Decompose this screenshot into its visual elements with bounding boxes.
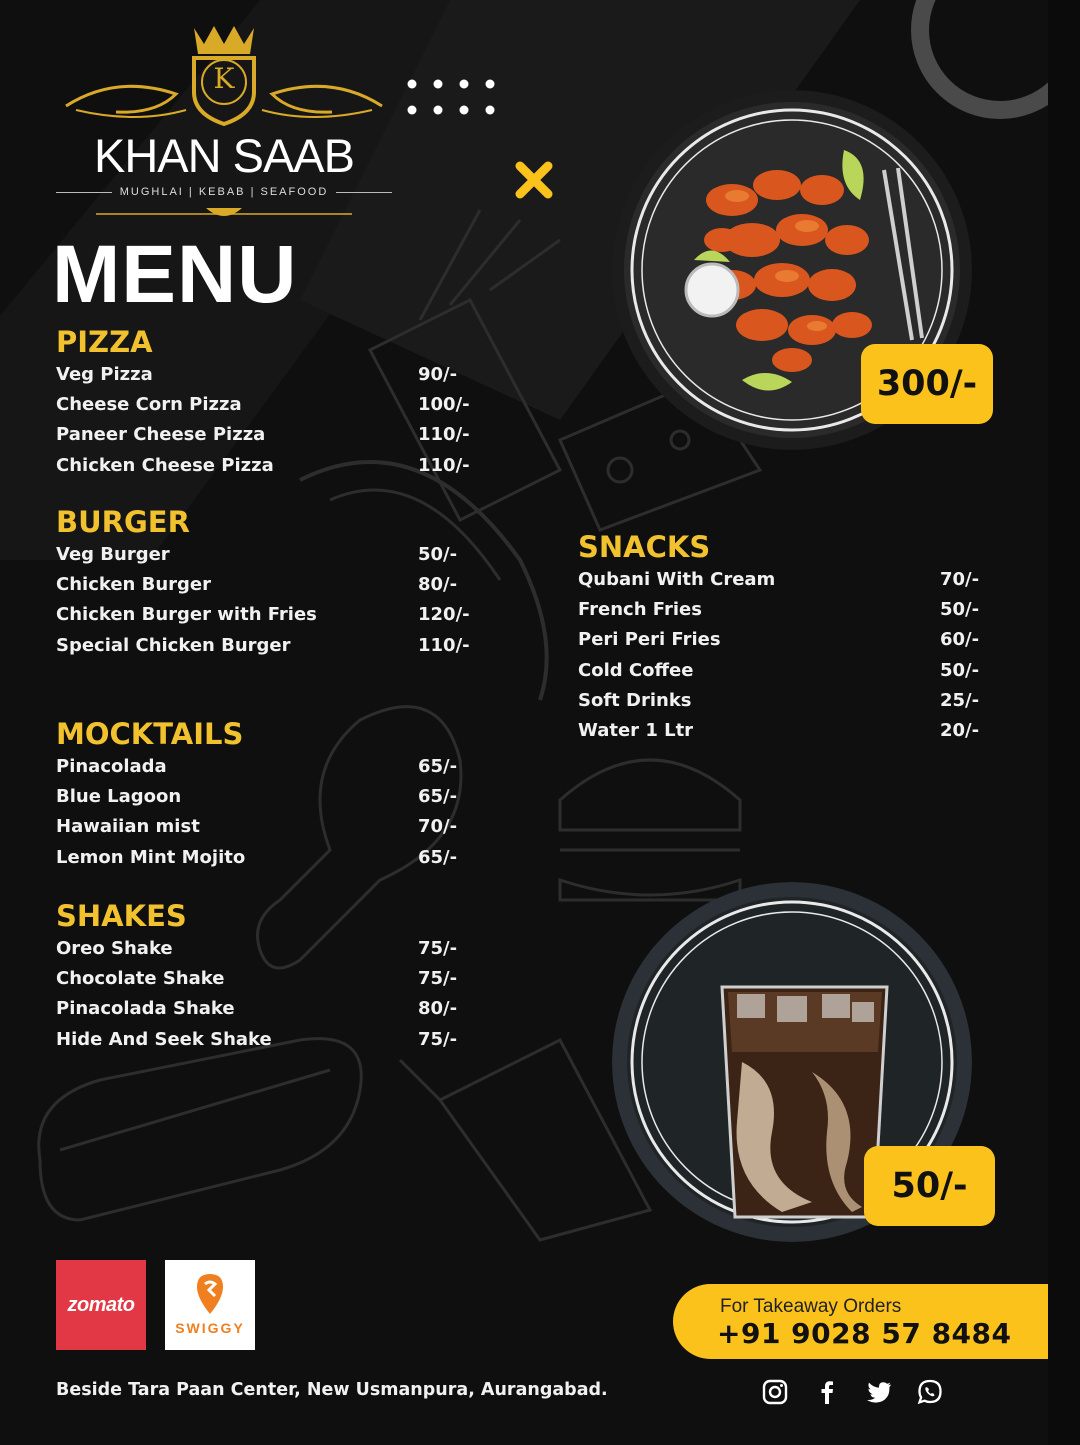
item-name: Oreo Shake: [56, 938, 173, 959]
item-name: Pinacolada Shake: [56, 998, 235, 1020]
section-title: PIZZA: [56, 325, 153, 359]
item-name: French Fries: [578, 599, 702, 621]
item-price: 50/-: [940, 599, 980, 621]
item-name: Chicken Burger: [56, 574, 212, 596]
item-price: 60/-: [940, 629, 980, 651]
section-title: SNACKS: [578, 530, 711, 564]
menu-item: [578, 656, 998, 686]
tagline-text: MUGHLAI | KEBAB | SEAFOOD: [119, 186, 329, 198]
takeaway-label: For Takeaway Orders: [720, 1296, 902, 1317]
item-name: Paneer Cheese Pizza: [56, 424, 266, 446]
menu-item: [578, 716, 998, 746]
swiggy-logo-icon: [195, 1272, 225, 1316]
brand-name: KHAN SAAB: [93, 129, 355, 182]
item-price: 120/-: [418, 604, 470, 626]
section-title: BURGER: [56, 505, 190, 539]
item-name: Veg Burger: [56, 544, 170, 565]
item-price: 80/-: [418, 998, 458, 1020]
item-price: 65/-: [418, 786, 458, 808]
logo-monogram: K: [213, 62, 235, 95]
brand-tagline: [56, 184, 392, 200]
item-name: Water 1 Ltr: [578, 719, 694, 741]
item-price: 70/-: [940, 569, 980, 590]
menu-item: [56, 420, 496, 450]
swiggy-badge[interactable]: [165, 1260, 255, 1350]
item-price: 110/-: [418, 454, 470, 476]
swiggy-logo-text: SWIGGY: [175, 1320, 245, 1336]
section-pizza: [56, 324, 496, 481]
item-name: Lemon Mint Mojito: [56, 846, 246, 868]
item-price: 70/-: [418, 816, 458, 838]
section-mocktails: [56, 716, 496, 873]
instagram-icon[interactable]: [761, 1378, 789, 1406]
zomato-badge[interactable]: [56, 1260, 146, 1350]
twitter-icon[interactable]: [865, 1378, 893, 1406]
item-name: Qubani With Cream: [578, 569, 776, 590]
item-name: Special Chicken Burger: [56, 634, 291, 656]
dots-decoration: [404, 76, 500, 120]
menu-item: [56, 934, 496, 964]
section-snacks: [578, 529, 998, 746]
menu-item: [56, 843, 496, 873]
item-price: 65/-: [418, 846, 458, 868]
item-price: 75/-: [418, 968, 458, 990]
menu-title: MENU: [52, 229, 298, 320]
takeaway-phone[interactable]: +91 9028 57 8484: [717, 1317, 1012, 1350]
item-price: 75/-: [418, 938, 458, 959]
address: Beside Tara Paan Center, New Usmanpura, Aurangabad.: [56, 1380, 608, 1400]
zomato-logo-text: zomato: [67, 1293, 135, 1316]
menu-item: [578, 686, 998, 716]
item-name: Hawaiian mist: [56, 816, 200, 838]
item-name: Chocolate Shake: [56, 968, 225, 990]
item-name: Chicken Burger with Fries: [56, 604, 317, 626]
tagline-rule-right: [336, 192, 392, 193]
menu-item: [56, 600, 496, 630]
menu-item: [56, 964, 496, 994]
item-name: Soft Drinks: [578, 689, 692, 711]
item-price: 100/-: [418, 394, 470, 416]
menu-item: [56, 782, 496, 812]
tagline-rule-left: [56, 192, 112, 193]
menu-item: [56, 1025, 496, 1055]
item-price: 20/-: [940, 719, 980, 741]
menu-item: [578, 595, 998, 625]
item-name: Chicken Cheese Pizza: [56, 454, 274, 476]
menu-item: [56, 390, 496, 420]
menu-item: [56, 360, 496, 390]
menu-item: [56, 570, 496, 600]
item-price: 80/-: [418, 574, 458, 596]
menu-item: [56, 812, 496, 842]
shrimp-price-tag: 300/-: [861, 344, 993, 424]
menu-item: [56, 631, 496, 661]
item-price: 75/-: [418, 1028, 458, 1050]
item-name: Pinacolada: [56, 756, 167, 777]
item-name: Veg Pizza: [56, 364, 153, 385]
takeaway-banner: [673, 1284, 1048, 1359]
menu-item: [578, 625, 998, 655]
coffee-price-tag: 50/-: [864, 1146, 995, 1226]
menu-item: [578, 565, 998, 595]
menu-item: [56, 994, 496, 1024]
item-price: 50/-: [940, 659, 980, 681]
item-price: 25/-: [940, 689, 980, 711]
whatsapp-icon[interactable]: [916, 1378, 944, 1406]
item-name: Cheese Corn Pizza: [56, 394, 242, 416]
cross-decoration-icon: [512, 158, 556, 202]
facebook-icon[interactable]: [813, 1378, 841, 1406]
menu-item: [56, 540, 496, 570]
item-price: 90/-: [418, 364, 458, 385]
item-price: 65/-: [418, 756, 458, 777]
section-shakes: [56, 898, 496, 1055]
item-name: Hide And Seek Shake: [56, 1028, 272, 1050]
item-price: 50/-: [418, 544, 458, 565]
section-title: SHAKES: [56, 899, 187, 933]
item-price: 110/-: [418, 634, 470, 656]
item-name: Cold Coffee: [578, 659, 694, 681]
menu-item: [56, 451, 496, 481]
item-name: Blue Lagoon: [56, 786, 182, 808]
menu-item: [56, 752, 496, 782]
item-price: 110/-: [418, 424, 470, 446]
section-burger: [56, 504, 496, 661]
section-title: MOCKTAILS: [56, 717, 244, 751]
item-name: Peri Peri Fries: [578, 629, 721, 651]
